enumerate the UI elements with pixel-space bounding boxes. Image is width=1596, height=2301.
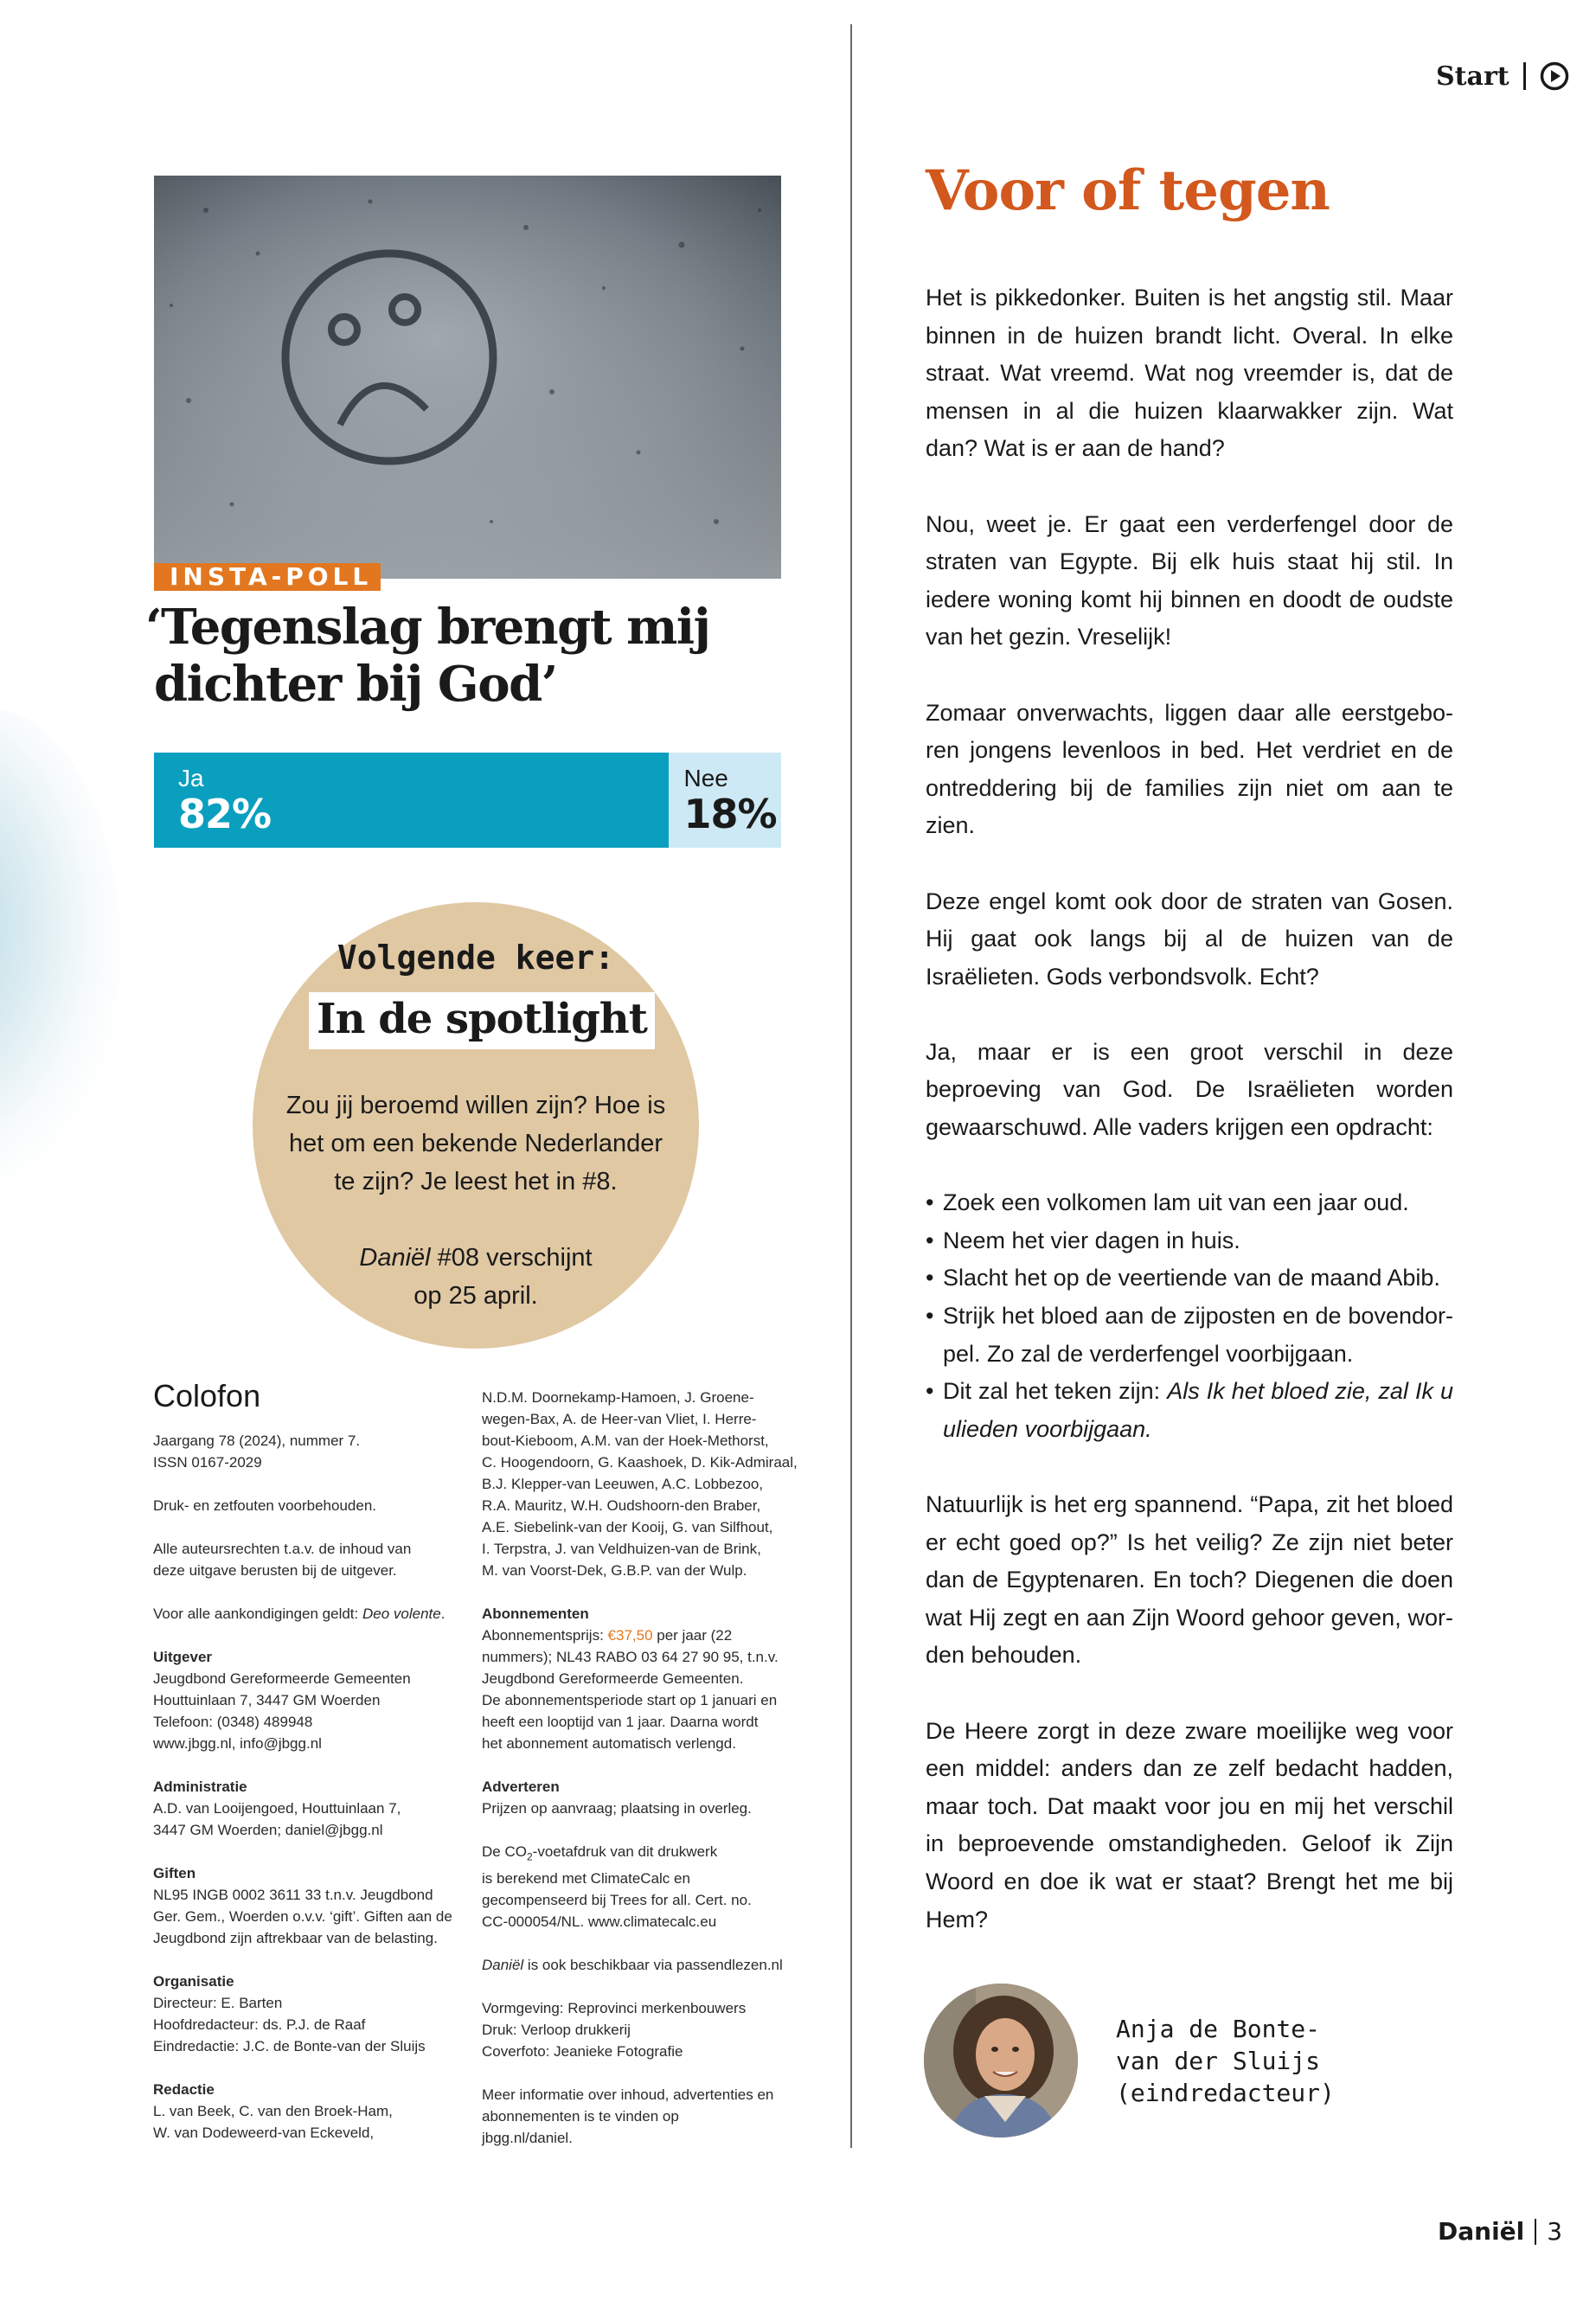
author-byline: [1116, 2013, 1375, 2109]
editorial-line: W. van Dodeweerd-van Eckeveld,: [153, 2125, 375, 2141]
editorial-names-line: R.A. Mauritz, W.H. Oudshoorn-den Braber,: [482, 1497, 761, 1514]
page-number: 3: [1547, 2217, 1563, 2246]
colofon-column-2: [482, 1387, 811, 2170]
rights-line: Alle auteursrechten t.a.v. de inhoud van: [153, 1541, 412, 1557]
passendlezen-note: [482, 1954, 811, 1976]
editorial-block: [153, 2079, 465, 2144]
list-item: • Slacht het op de veertiende van de maand Abib.: [926, 1259, 1453, 1298]
co2-line[interactable]: CC-000054/NL. www.climatecalc.eu: [482, 1913, 717, 1931]
list-item: • Neem het vier dagen in huis.: [926, 1222, 1453, 1260]
administration-heading: Administratie: [153, 1779, 247, 1795]
issue-line: [279, 1239, 673, 1277]
production-line: Druk: Verloop drukkerij: [482, 2022, 631, 2039]
teaser-line: te zijn? Je leest het in #8.: [334, 1168, 618, 1195]
author-role: (eindredacteur): [1116, 2079, 1335, 2107]
rights-line: deze uitgave berusten bij de uitgever.: [153, 1562, 397, 1579]
passendlezen-magazine: Daniël: [482, 1957, 524, 1974]
advertising-block: [482, 1776, 811, 1819]
more-info-line: Meer informatie over inhoud, advertenties en: [482, 2086, 774, 2104]
page-footer: [1438, 2217, 1562, 2246]
more-info-line: abonnementen is te vinden op: [482, 2108, 679, 2125]
author-name-line: Anja de Bonte-: [1116, 2015, 1321, 2043]
subscription-line: Jeugdbond Gereformeerde Gemeenten.: [482, 1670, 744, 1687]
co2-text: De CO: [482, 1843, 527, 1860]
poll-yes-label: Ja: [178, 765, 204, 792]
issue-magazine-name: Daniël: [359, 1244, 431, 1272]
donations-line: NL95 INGB 0002 3611 33 t.n.v. Jeugdbond: [153, 1887, 433, 1903]
teaser-line: het om een bekende Nederlander: [288, 1130, 663, 1157]
article-paragraph: Natuurlijk is het erg spannend. “Papa, zit het bloed er echt goed op?” Is het veilig? Ze zijn niet beter dan de Egyptenaren. En toch? Diegenen die doen wat Hij zegt en aan Zijn Woord gehoor geven, worden behouden.: [926, 1491, 1453, 1669]
publisher-web-email[interactable]: www.jbgg.nl, info@jbgg.nl: [153, 1735, 322, 1752]
subscription-price: €37,50: [607, 1627, 653, 1644]
co2-line: is berekend met ClimateCalc en: [482, 1870, 690, 1888]
poll-no-percentage: 18%: [683, 791, 777, 837]
article-paragraph: Het is pikkedonker. Buiten is het angstig stil. Maar binnen in de huizen brandt licht. Overal. In elke straat. Wat vreemd. Wat nog vreemder is, dat de mensen in al die huizen klaarwakker zijn. Wat dan? Wat is er aan de hand?: [926, 285, 1453, 462]
editorial-names-line: bout-Kieboom, A.M. van der Hoek-Methorst,: [482, 1433, 769, 1449]
advertising-line: Prijzen op aanvraag; plaatsing in overleg.: [482, 1800, 752, 1817]
editorial-heading: Redactie: [153, 2081, 215, 2098]
organisation-line: Eindredactie: J.C. de Bonte-van der Sluijs: [153, 2038, 426, 2054]
author-portrait: [924, 1984, 1078, 2138]
column-divider: [850, 24, 852, 2148]
more-info-link[interactable]: jbgg.nl/daniel.: [482, 2130, 573, 2147]
subscriptions-heading: Abonnementen: [482, 1606, 589, 1622]
passendlezen-text[interactable]: is ook beschikbaar via passendlezen.nl: [523, 1957, 783, 1974]
start-link[interactable]: [1436, 59, 1569, 93]
next-issue-teaser: [279, 1086, 673, 1201]
next-issue-title: In de spotlight: [309, 992, 655, 1049]
poll-no-segment: [669, 753, 782, 848]
issue-number: #08 verschijnt: [430, 1244, 593, 1272]
donations-heading: Giften: [153, 1865, 196, 1881]
production-line: Vormgeving: Reprovinci merkenbouwers: [482, 2000, 747, 2017]
poll-quote-line2: dichter bij God’: [154, 656, 557, 713]
subscription-line: heeft een looptijd van 1 jaar. Daarna wordt: [482, 1714, 759, 1730]
footer-separator: [1535, 2219, 1536, 2245]
administration-line: A.D. van Looijengoed, Houttuinlaan 7,: [153, 1800, 401, 1817]
rights-note: [153, 1538, 465, 1581]
poll-result-bar: [154, 753, 781, 848]
foggy-window-photo: [154, 176, 781, 579]
list-item: • Strijk het bloed aan de zijposten en de bovendorpel. Zo zal de verderfengel voorbijgaan.: [926, 1298, 1453, 1373]
article-title: Voor of tegen: [926, 158, 1330, 223]
article-paragraph: Deze engel komt ook door de straten van Gosen. Hij gaat ook langs bij al de huizen van de Israëlieten. Gods verbondsvolk. Echt?: [926, 888, 1453, 990]
publisher-phone: Telefoon: (0348) 489948: [153, 1714, 313, 1730]
editorial-names: [482, 1387, 811, 1581]
deo-volente: Deo volente: [362, 1606, 441, 1622]
editorial-names-line: N.D.M. Doornekamp-Hamoen, J. Groene-: [482, 1389, 754, 1406]
subscription-line: De abonnementsperiode start op 1 januari en: [482, 1692, 778, 1708]
administration-line[interactable]: 3447 GM Woerden; daniel@jbgg.nl: [153, 1822, 383, 1838]
editorial-line: L. van Beek, C. van den Broek-Ham,: [153, 2103, 393, 2119]
instructions-list: [926, 1184, 1453, 1448]
poll-yes-segment: [154, 753, 669, 848]
co2-subscript: 2: [526, 1850, 533, 1863]
publisher-heading: Uitgever: [153, 1649, 213, 1665]
donations-line: Jeugdbond zijn aftrekbaar van de belasting.: [153, 1930, 438, 1946]
author-name-line: van der Sluijs: [1116, 2047, 1321, 2075]
advertising-heading: Adverteren: [482, 1779, 560, 1795]
co2-line: gecompenseerd bij Trees for all. Cert. no.: [482, 1892, 752, 1909]
poll-quote-line1: ‘Tegenslag brengt mij: [145, 599, 710, 656]
announcement-text: Voor alle aankondigingen geldt:: [153, 1606, 362, 1622]
start-label: Start: [1436, 61, 1509, 92]
organisation-line: Hoofdredacteur: ds. P.J. de Raaf: [153, 2016, 366, 2033]
editorial-names-line: C. Hoogendoorn, G. Kaashoek, D. Kik-Admiraal,: [482, 1454, 798, 1471]
issn: ISSN 0167-2029: [153, 1454, 262, 1471]
article-paragraph: Nou, weet je. Er gaat een verderfengel door de straten van Egypte. Bij elk huis staat hij stil. In iedere woning komt hij binnen en doodt de oudste van het gezin. Vreselijk!: [926, 510, 1453, 651]
co2-text: -voetafdruk van dit drukwerk: [532, 1843, 718, 1860]
next-issue-date: [279, 1239, 673, 1315]
druk-note: Druk- en zetfouten voorbehouden.: [153, 1497, 377, 1514]
article-paragraph: Zomaar onverwachts, liggen daar alle eerstgeboren jongens levenloos in bed. Het verdriet en de ontreddering bij de families zijn niet om aan te zien.: [926, 699, 1453, 839]
editorial-names-line: A.E. Siebelink-van der Kooij, G. van Silfhout,: [482, 1519, 773, 1535]
teaser-line: Zou jij beroemd willen zijn? Hoe is: [285, 1092, 666, 1119]
announcement-note: [153, 1603, 465, 1625]
subscription-price-suffix: per jaar (22: [652, 1627, 733, 1644]
publisher-line: Houttuinlaan 7, 3447 GM Woerden: [153, 1692, 381, 1708]
jaargang: Jaargang 78 (2024), nummer 7.: [153, 1433, 361, 1449]
poll-no-label: Nee: [683, 765, 728, 792]
editorial-names-line: B.J. Klepper-van Leeuwen, A.C. Lobbezoo,: [482, 1476, 764, 1492]
article-body: [926, 279, 1453, 1977]
publisher-line: Jeugdbond Gereformeerde Gemeenten: [153, 1670, 411, 1687]
subscription-line: het abonnement automatisch verlengd.: [482, 1735, 736, 1752]
list-item: • Zoek een volkomen lam uit van een jaar oud.: [926, 1184, 1453, 1222]
donations-line: Ger. Gem., Woerden o.v.v. ‘gift’. Giften aan de: [153, 1908, 452, 1925]
subscriptions-block: [482, 1603, 811, 1754]
more-info-block: [482, 2084, 811, 2149]
subscription-line: nummers); NL43 RABO 03 64 27 90 95, t.n.v.: [482, 1649, 779, 1665]
production-block: [482, 1997, 811, 2062]
donations-block: [153, 1862, 465, 1949]
issue-date: op 25 april.: [413, 1282, 538, 1310]
poll-yes-percentage: 82%: [178, 791, 272, 837]
article-paragraph: De Heere zorgt in deze zware moeilijke weg voor een middel: anders dan ze zelf bedacht hadden, maar toch. Dat maakt voor jou en mij het verschil in beproevende omstandigheden. Geloof ik Zijn Woord en doe ik wat er staat? Brengt het me bij Hem?: [926, 1717, 1453, 1932]
subscription-price-label: Abonnementsprijs:: [482, 1627, 608, 1644]
production-line: Coverfoto: Jeanieke Fotografie: [482, 2043, 683, 2061]
co2-block: [482, 1841, 811, 1932]
article-paragraph: Ja, maar er is een groot verschil in deze beproeving van God. De Israëlieten worden gewaarschuwd. Alle vaders krijgen een opdracht:: [926, 1038, 1453, 1141]
publisher-block: [153, 1646, 465, 1754]
list-item: [926, 1373, 1453, 1448]
administration-block: [153, 1776, 465, 1841]
insta-poll-tag: INSTA-POLL: [154, 563, 381, 591]
next-issue-label: Volgende keer:: [337, 939, 615, 977]
organisation-line: Directeur: E. Barten: [153, 1995, 283, 2011]
colofon-edition: [153, 1430, 465, 1473]
play-circle-icon[interactable]: [1540, 61, 1569, 91]
editorial-names-line: wegen-Bax, A. de Heer-van Vliet, I. Herre-: [482, 1411, 757, 1427]
author-avatar: [924, 1984, 1078, 2138]
editorial-names-line: M. van Voorst-Dek, G.B.P. van der Wulp.: [482, 1562, 747, 1579]
colofon-title: Colofon: [153, 1378, 261, 1413]
list-item-text: Dit zal het teken zijn:: [943, 1378, 1168, 1405]
announcement-period: .: [440, 1606, 445, 1622]
poll-quote: [145, 599, 803, 713]
sad-face-image: [154, 176, 781, 579]
colofon-column-1: [153, 1430, 465, 2165]
magazine-name: Daniël: [1438, 2217, 1525, 2246]
organisation-heading: Organisatie: [153, 1973, 234, 1990]
organisation-block: [153, 1971, 465, 2057]
watercolor-splash: [0, 709, 121, 1194]
editorial-names-line: I. Terpstra, J. van Veldhuizen-van de Brink,: [482, 1541, 761, 1557]
bible-quote: Als Ik het bloed zie, zal Ik u ulieden voorbijgaan.: [943, 1378, 1454, 1442]
start-separator: [1523, 62, 1526, 90]
